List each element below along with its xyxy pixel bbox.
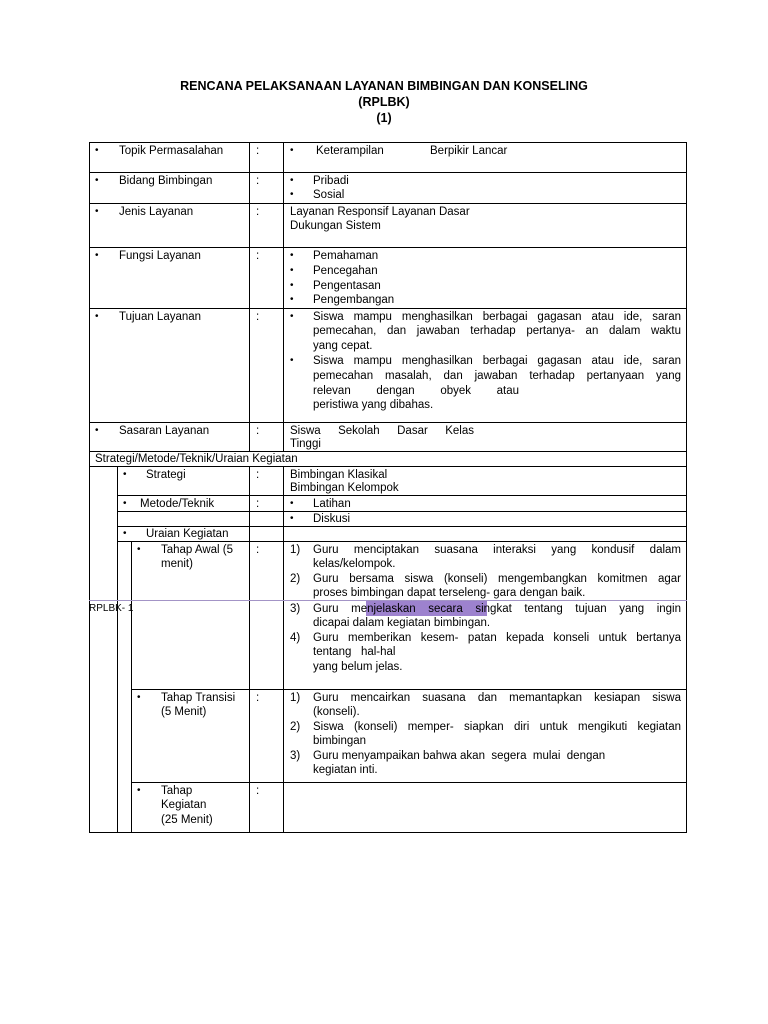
tahap-awal-label: menit) <box>161 558 193 570</box>
colon: : <box>256 206 260 218</box>
bullet: • <box>290 498 294 509</box>
fungsi-item: Pencegahan <box>313 265 378 277</box>
jenis-label: Jenis Layanan <box>119 206 194 218</box>
colon: : <box>256 498 260 510</box>
tahap-kegiatan-label: Tahap <box>161 785 193 797</box>
sasaran-line: Siswa Sekolah Dasar Kelas <box>290 425 474 437</box>
bullet: • <box>95 311 99 322</box>
strategi-label: Strategi <box>146 469 186 481</box>
colon: : <box>256 544 260 556</box>
step-line: (konseli). <box>313 706 360 718</box>
colon: : <box>256 469 260 481</box>
bullet: • <box>290 513 294 524</box>
bidang-label: Bidang Bimbingan <box>119 175 213 187</box>
fungsi-item: Pengentasan <box>313 280 381 292</box>
tahap-awal-label: Tahap Awal (5 <box>161 544 234 556</box>
step-number: 4) <box>290 632 301 644</box>
step-line: proses bimbingan dapat terseleng- gara dengan baik. <box>313 587 586 599</box>
tujuan-line: peristiwa yang dibahas. <box>313 399 434 411</box>
row-divider <box>89 172 687 173</box>
tahap-transisi-label: (5 Menit) <box>161 706 207 718</box>
bidang-item: Sosial <box>313 189 345 201</box>
step-line: Guru menjelaskan secara singkat tentang tujuan yang ingin <box>313 603 681 615</box>
step-line: bimbingan <box>313 735 367 747</box>
metode-label: Metode/Teknik <box>140 498 215 510</box>
step-line: Guru bersama siswa (konseli) mengembangkan komitmen agar <box>313 573 681 585</box>
document-title: RENCANA PELAKSANAAN LAYANAN BIMBINGAN DAN KONSELING <box>180 79 588 93</box>
bullet: • <box>123 528 127 539</box>
bullet: • <box>95 206 99 217</box>
bullet: • <box>290 311 294 322</box>
step-number: 2) <box>290 721 301 733</box>
topik-value-a: Keterampilan <box>316 145 384 157</box>
strategi-line: Bimbingan Kelompok <box>290 482 399 494</box>
topik-value-b: Berpikir Lancar <box>430 145 508 157</box>
colon: : <box>256 692 260 704</box>
bullet: • <box>290 280 294 291</box>
colon: : <box>256 425 260 437</box>
metode-item: Latihan <box>313 498 351 510</box>
step-line: yang belum jelas. <box>313 661 403 673</box>
sasaran-label: Sasaran Layanan <box>119 425 210 437</box>
step-line: tentang hal-hal <box>313 646 396 658</box>
row-divider <box>131 689 687 690</box>
col-divider <box>283 142 284 452</box>
bullet: • <box>290 294 294 305</box>
bullet: • <box>137 544 141 555</box>
col-divider <box>283 466 284 833</box>
row-divider <box>89 308 687 309</box>
tujuan-line: Siswa mampu menghasilkan berbagai gagasan atau ide, saran <box>313 355 681 367</box>
fungsi-item: Pemahaman <box>313 250 379 262</box>
tujuan-line: pemecahan masalah, dan jawaban terhadap pertanyaan yang <box>313 370 681 382</box>
step-line: Siswa (konseli) memper- siapkan diri untuk mengikuti kegiatan <box>313 721 681 733</box>
metode-item: Diskusi <box>313 513 351 525</box>
tahap-kegiatan-label: (25 Menit) <box>161 814 213 826</box>
col-divider <box>249 142 250 452</box>
bullet: • <box>290 250 294 261</box>
bullet: • <box>123 469 127 480</box>
bullet: • <box>95 145 99 156</box>
col-divider <box>249 466 250 833</box>
colon: : <box>256 785 260 797</box>
col-divider <box>131 541 132 833</box>
section-header: Strategi/Metode/Teknik/Uraian Kegiatan <box>95 453 298 465</box>
step-line: Guru menciptakan suasana interaksi yang kondusif dalam <box>313 544 681 556</box>
jenis-line: Layanan Responsif Layanan Dasar <box>290 206 470 218</box>
topik-label: Topik Permasalahan <box>119 145 224 157</box>
bullet: • <box>290 145 294 156</box>
tahap-transisi-label: Tahap Transisi <box>161 692 236 704</box>
row-divider <box>89 422 687 423</box>
bidang-item: Pribadi <box>313 175 349 187</box>
step-line: Guru menyampaikan bahwa akan segera mulai dengan <box>313 750 606 762</box>
bullet: • <box>95 250 99 261</box>
bullet: • <box>137 692 141 703</box>
colon: : <box>256 175 260 187</box>
strategi-line: Bimbingan Klasikal <box>290 469 388 481</box>
bullet: • <box>95 425 99 436</box>
step-line: kegiatan inti. <box>313 764 378 776</box>
tujuan-line: Siswa mampu menghasilkan berbagai gagasan atau ide, saran <box>313 311 681 323</box>
row-divider <box>117 495 687 496</box>
step-number: 2) <box>290 573 301 585</box>
step-line: dicapai dalam kegiatan bimbingan. <box>313 617 491 629</box>
tahap-kegiatan-label: Kegiatan <box>161 799 207 811</box>
row-divider <box>131 782 687 783</box>
step-line: Guru mencairkan suasana dan memantapkan kesiapan siswa <box>313 692 681 704</box>
bullet: • <box>123 498 127 509</box>
fungsi-item: Pengembangan <box>313 294 395 306</box>
tujuan-line: yang cepat. <box>313 340 373 352</box>
bullet: • <box>95 175 99 186</box>
bullet: • <box>290 189 294 200</box>
document-subtitle: (RPLBK) <box>358 95 410 109</box>
tujuan-label: Tujuan Layanan <box>119 311 202 323</box>
colon: : <box>256 145 260 157</box>
col-divider <box>117 466 118 833</box>
bullet: • <box>290 355 294 366</box>
row-divider <box>89 203 687 204</box>
tujuan-line: relevan dengan obyek atau <box>313 385 519 397</box>
bullet: • <box>137 785 141 796</box>
uraian-label: Uraian Kegiatan <box>146 528 229 540</box>
step-number: 1) <box>290 544 301 556</box>
bullet: • <box>290 265 294 276</box>
step-line: Guru memberikan kesem- patan kepada konseli untuk bertanya <box>313 632 681 644</box>
sasaran-line: Tinggi <box>290 438 321 450</box>
step-line: kelas/kelompok. <box>313 558 396 570</box>
bullet: • <box>290 175 294 186</box>
step-number: 3) <box>290 603 301 615</box>
fungsi-label: Fungsi Layanan <box>119 250 201 262</box>
tujuan-line: pemecahan, dan jawaban terhadap pertanya- an dalam waktu <box>313 325 681 337</box>
document-number: (1) <box>376 111 392 125</box>
jenis-line: Dukungan Sistem <box>290 220 381 232</box>
page-marker: RPLBK- 1 <box>89 603 134 614</box>
step-number: 3) <box>290 750 301 762</box>
colon: : <box>256 250 260 262</box>
row-divider <box>89 247 687 248</box>
colon: : <box>256 311 260 323</box>
step-number: 1) <box>290 692 301 704</box>
